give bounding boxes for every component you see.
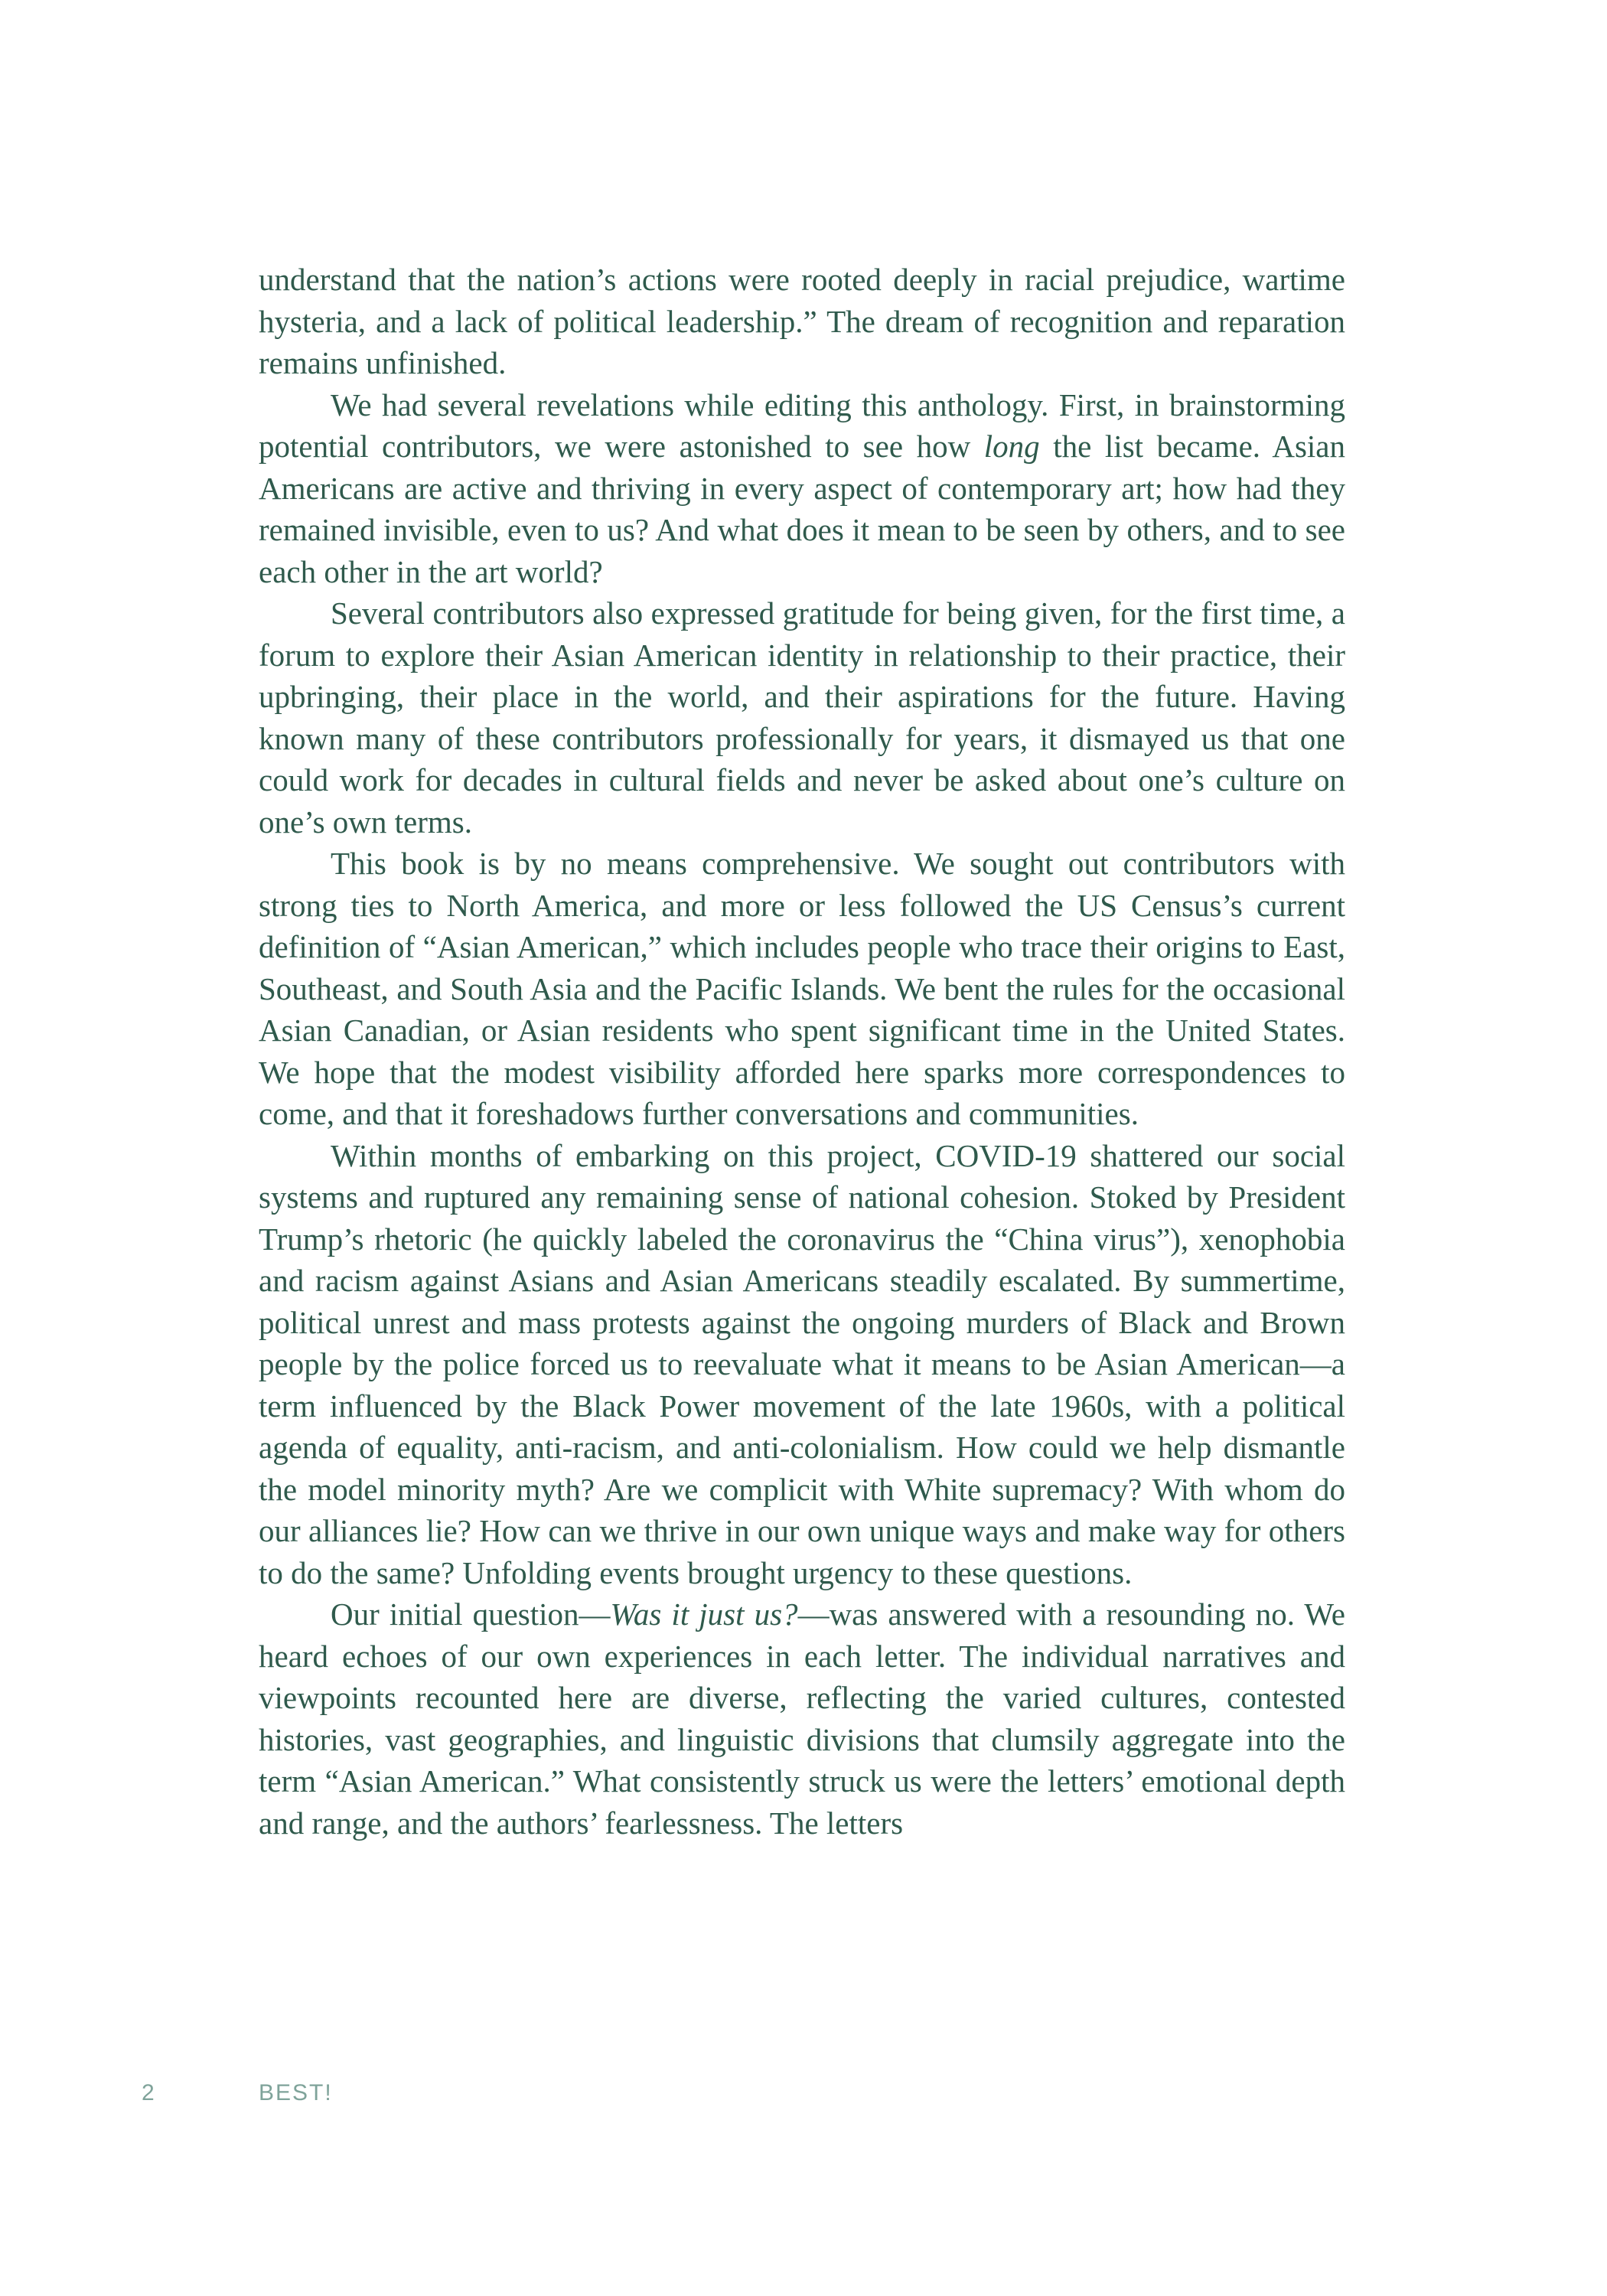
text-segment: understand that the nation’s actions were rooted deeply in racial prejudice, wartime hysteria, and a lack of political leadership.” The dream of recognition and reparation remains unfinished.	[259, 262, 1345, 380]
emphasis: long	[983, 429, 1040, 464]
paragraph	[259, 259, 1345, 384]
body-text	[259, 259, 1345, 1844]
paragraph	[259, 843, 1345, 1135]
paragraph	[259, 384, 1345, 593]
text-segment: This book is by no means comprehensive. We sought out contributors with strong ties to North America, and more or less followed the US Census’s current definition of “Asian American,” which includes people who trace their origins to East, Southeast, and South Asia and the Pacific Islands. We bent the rules for the occasional Asian Canadian, or Asian residents who spent significant time in the United States. We hope that the modest visibility afforded here sparks more correspondences to come, and that it foreshadows further conversations and communities.	[259, 846, 1345, 1131]
text-segment: Our initial question—	[331, 1596, 611, 1632]
paragraph	[259, 592, 1345, 843]
text-segment: —was answered with a resounding no. We heard echoes of our own experiences in each letter. The individual narratives and viewpoints recounted here are diverse, reflecting the varied cultures, contested histories, vast geographies, and linguistic divisions that clumsily aggregate into the term “Asian American.” What consistently struck us were the letters’ emotional depth and range, and the authors’ fearlessness. The letters	[259, 1596, 1345, 1841]
text-segment: We had several revelations while editing this anthology. First, in brainstorming potential contributors, we were astonished to see how	[259, 386, 1345, 464]
emphasis: Was it just us?	[610, 1596, 798, 1632]
paragraph	[259, 1593, 1345, 1844]
paragraph	[259, 1135, 1345, 1594]
running-title: BEST!	[259, 2080, 333, 2105]
text-segment: Several contributors also expressed gratitude for being given, for the first time, a forum to explore their Asian American identity in relationship to their practice, their upbringing, their place in the world, and their aspirations for the future. Having known many of these contributors professionally for years, it dismayed us that one could work for decades in cultural fields and never be asked about one’s culture on one’s own terms.	[259, 595, 1345, 840]
page-number: 2	[142, 2080, 156, 2105]
text-segment: Within months of embarking on this project, COVID-19 shattered our social systems and ruptured any remaining sense of national cohesion. Stoked by President Trump’s rhetoric (he quickly labeled the coronavirus the “China virus”), xenophobia and racism against Asians and Asian Americans steadily escalated. By summertime, political unrest and mass protests against the ongoing murders of Black and Brown people by the police forced us to reevaluate what it means to be Asian American—a term influenced by the Black Power movement of the late 1960s, with a political agenda of equality, anti-racism, and anti-colonialism. How could we help dismantle the model minority myth? Are we complicit with White supremacy? With whom do our alliances lie? How can we thrive in our own unique ways and make way for others to do the same? Unfolding events brought urgency to these questions.	[259, 1137, 1345, 1590]
text-segment: the list became. Asian Americans are active and thriving in every aspect of contemporary art; how had they remained invisible, even to us? And what does it mean to be seen by others, and to see each other in the art world?	[259, 429, 1345, 589]
